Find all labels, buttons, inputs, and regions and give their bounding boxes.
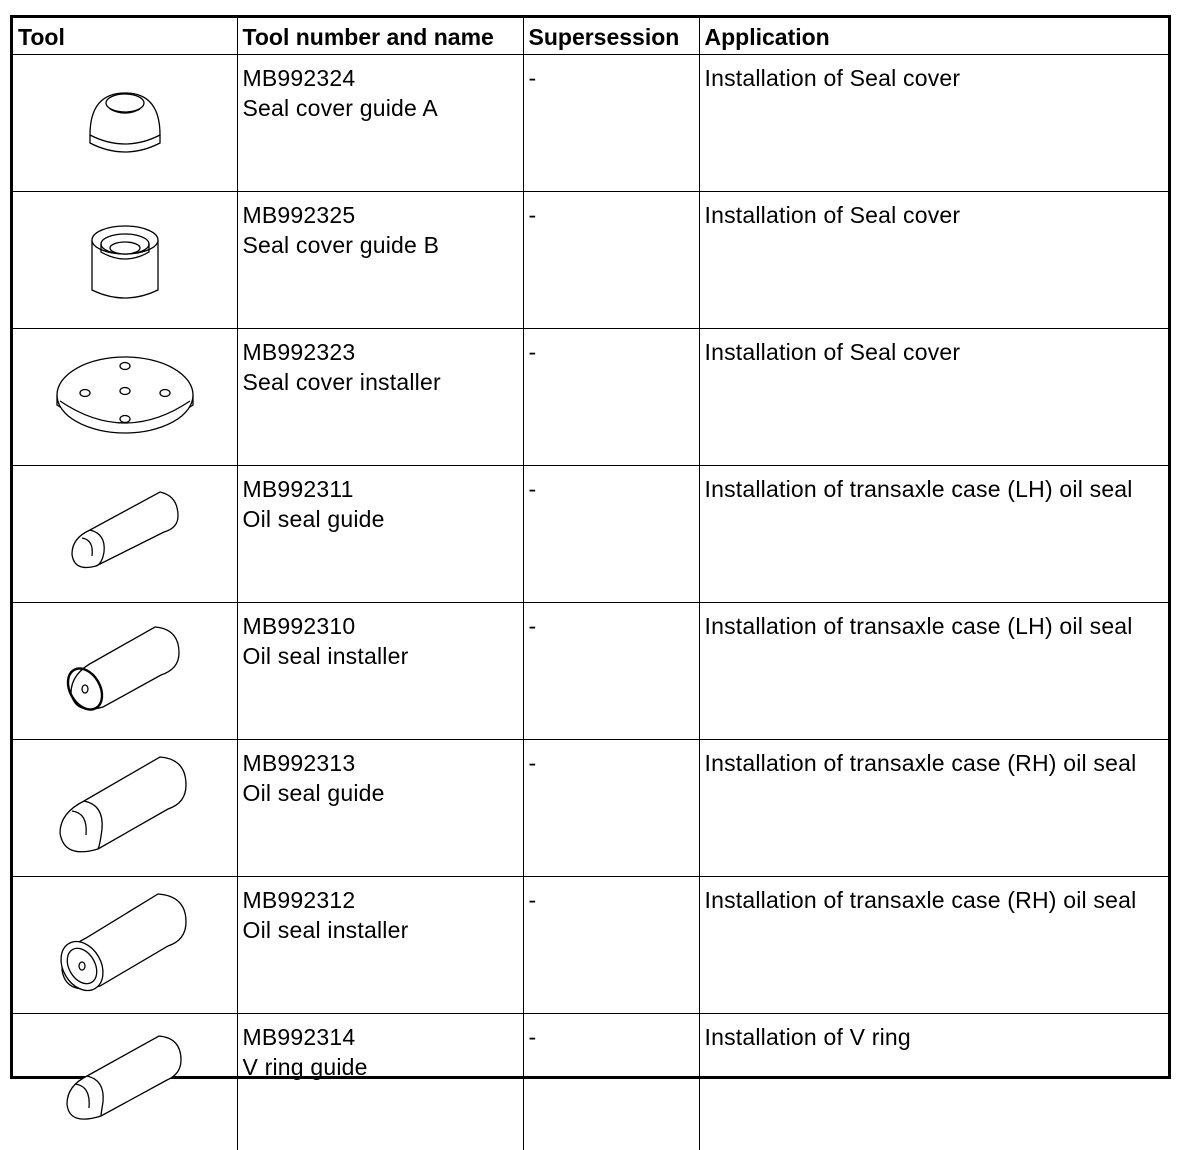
tool-number-name-cell bbox=[237, 739, 523, 876]
tool-number: MB992314 bbox=[242, 1023, 356, 1050]
application-cell: Installation of Seal cover bbox=[699, 191, 1168, 328]
tool-number-name-cell bbox=[237, 1013, 523, 1150]
tool-illustration-cell bbox=[13, 54, 237, 191]
table-row bbox=[13, 876, 1168, 1013]
oil-seal-guide-icon bbox=[50, 753, 200, 863]
supersession-cell: - bbox=[523, 191, 699, 328]
tool-number: MB992311 bbox=[242, 475, 354, 502]
table-header-row bbox=[13, 18, 1168, 54]
application-cell: Installation of transaxle case (RH) oil seal bbox=[699, 739, 1168, 876]
supersession-cell: - bbox=[523, 1013, 699, 1150]
supersession-cell: - bbox=[523, 328, 699, 465]
tool-number: MB992312 bbox=[242, 886, 356, 913]
tool-number-name-cell bbox=[237, 328, 523, 465]
tool-number-name-cell bbox=[237, 54, 523, 191]
supersession-cell: - bbox=[523, 876, 699, 1013]
table-row bbox=[13, 328, 1168, 465]
seal-cover-installer-icon bbox=[50, 347, 200, 447]
tool-illustration-cell bbox=[13, 739, 237, 876]
tool-number-name-cell bbox=[237, 876, 523, 1013]
table-row bbox=[13, 191, 1168, 328]
application-cell: Installation of transaxle case (RH) oil seal bbox=[699, 876, 1168, 1013]
tool-name: Seal cover guide A bbox=[242, 94, 438, 121]
tool-illustration-cell bbox=[13, 465, 237, 602]
application-cell: Installation of transaxle case (LH) oil seal bbox=[699, 602, 1168, 739]
tool-name: Oil seal guide bbox=[242, 779, 385, 806]
tool-number: MB992323 bbox=[242, 338, 356, 365]
tool-name: Seal cover installer bbox=[242, 368, 441, 395]
oil-seal-installer-icon bbox=[55, 621, 195, 721]
tool-name: Seal cover guide B bbox=[242, 231, 440, 258]
table-row bbox=[13, 465, 1168, 602]
header-supersession: Supersession bbox=[523, 18, 699, 54]
table-row bbox=[13, 739, 1168, 876]
application-cell: Installation of transaxle case (LH) oil seal bbox=[699, 465, 1168, 602]
tool-illustration-cell bbox=[13, 602, 237, 739]
tool-number: MB992324 bbox=[242, 64, 356, 91]
header-tool-number-and-name: Tool number and name bbox=[237, 18, 523, 54]
supersession-cell: - bbox=[523, 54, 699, 191]
oil-seal-installer-icon bbox=[50, 890, 200, 1000]
header-tool: Tool bbox=[13, 18, 237, 54]
seal-cover-guide-a-icon bbox=[80, 73, 170, 173]
supersession-cell: - bbox=[523, 739, 699, 876]
tool-number: MB992325 bbox=[242, 201, 356, 228]
tool-illustration-cell bbox=[13, 1013, 237, 1150]
tool-name: Oil seal installer bbox=[242, 642, 409, 669]
table-row bbox=[13, 1013, 1168, 1150]
tool-illustration-cell bbox=[13, 328, 237, 465]
tool-number: MB992310 bbox=[242, 612, 356, 639]
special-tools-table bbox=[13, 18, 1168, 1150]
application-cell: Installation of Seal cover bbox=[699, 328, 1168, 465]
special-tools-table-frame bbox=[10, 15, 1171, 1079]
tool-name: Oil seal installer bbox=[242, 916, 409, 943]
oil-seal-guide-icon bbox=[60, 484, 190, 584]
v-ring-guide-icon bbox=[55, 1032, 195, 1132]
header-application: Application bbox=[699, 18, 1168, 54]
tool-number: MB992313 bbox=[242, 749, 356, 776]
application-cell: Installation of V ring bbox=[699, 1013, 1168, 1150]
tool-number-name-cell bbox=[237, 602, 523, 739]
supersession-cell: - bbox=[523, 465, 699, 602]
application-cell: Installation of Seal cover bbox=[699, 54, 1168, 191]
tool-name: Oil seal guide bbox=[242, 505, 385, 532]
tool-illustration-cell bbox=[13, 191, 237, 328]
table-row bbox=[13, 54, 1168, 191]
seal-cover-guide-b-icon bbox=[80, 210, 170, 310]
tool-number-name-cell bbox=[237, 191, 523, 328]
tool-number-name-cell bbox=[237, 465, 523, 602]
tool-illustration-cell bbox=[13, 876, 237, 1013]
supersession-cell: - bbox=[523, 602, 699, 739]
table-row bbox=[13, 602, 1168, 739]
tool-name: V ring guide bbox=[242, 1053, 368, 1080]
